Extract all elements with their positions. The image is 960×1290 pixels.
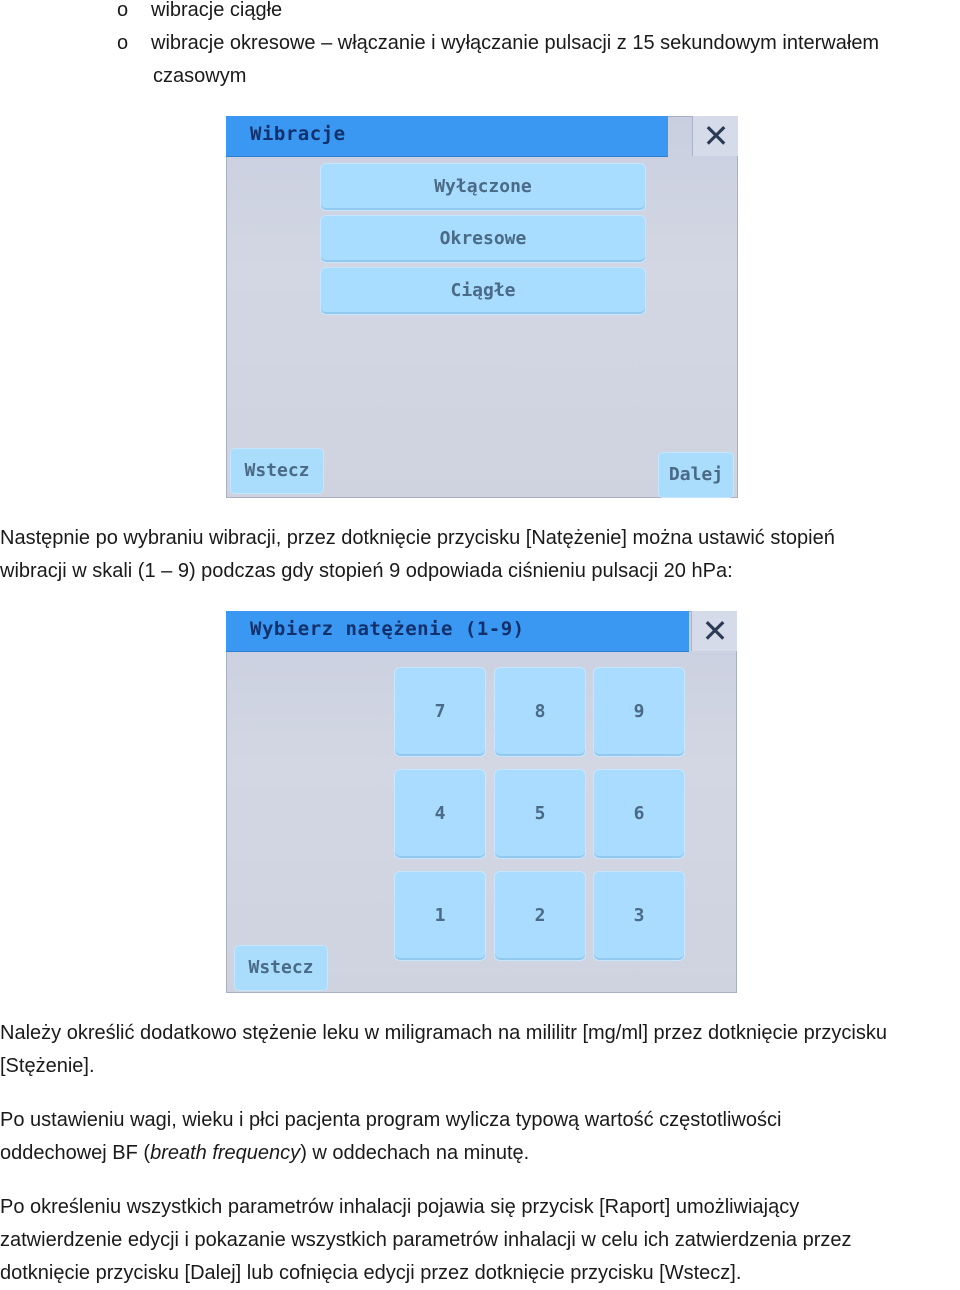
list-item-periodic-cont: czasowym [153, 65, 247, 87]
option-periodic-button[interactable]: Okresowe [320, 215, 646, 263]
paragraph-concentration [0, 1017, 960, 1083]
key-6[interactable]: 6 [593, 769, 685, 859]
back-button[interactable]: Wstecz [230, 448, 324, 494]
back-button[interactable]: Wstecz [234, 945, 328, 991]
option-continuous-button[interactable]: Ciągłe [320, 267, 646, 315]
paragraph-line: Należy określić dodatkowo stężenie leku w miligramach na mililitr [mg/ml] przez dotknięcie przycisku [0, 1022, 887, 1044]
key-5[interactable]: 5 [494, 769, 586, 859]
paragraph-line: [Stężenie]. [0, 1055, 95, 1077]
paragraph-breath-frequency [0, 1104, 960, 1170]
list-item-continuous: wibracje ciągłe [151, 0, 283, 21]
close-button[interactable] [692, 116, 738, 156]
list-bullet: o [117, 32, 129, 54]
paragraph-line: Po ustawieniu wagi, wieku i płci pacjenta program wylicza typową wartość częstotliwości [0, 1109, 782, 1131]
paragraph-line-start: oddechowej BF ( [0, 1142, 151, 1164]
title-bar [226, 611, 689, 652]
screen-title: Wibracje [250, 123, 346, 145]
paragraph-line: dotknięcie przycisku [Dalej] lub cofnięcia edycji przez dotknięcie przycisku [Wstecz]. [0, 1262, 742, 1284]
paragraph-line-end: ) w oddechach na minutę. [300, 1142, 530, 1164]
key-2[interactable]: 2 [494, 871, 586, 961]
paragraph-intensity [0, 522, 960, 588]
list-item-periodic: wibracje okresowe – włączanie i wyłączanie pulsacji z 15 sekundowym interwałem [151, 32, 880, 54]
paragraph-line: wibracji w skali (1 – 9) podczas gdy stopień 9 odpowiada ciśnieniu pulsacji 20 hPa: [0, 560, 733, 582]
paragraph-report [0, 1191, 960, 1290]
title-bar [226, 116, 668, 157]
paragraph-line: Następnie po wybraniu wibracji, przez dotknięcie przycisku [Natężenie] można ustawić stopień [0, 527, 835, 549]
close-icon: ✕ [702, 117, 730, 155]
list-bullet: o [117, 0, 129, 21]
next-button[interactable]: Dalej [658, 452, 734, 498]
option-off-button[interactable]: Wyłączone [320, 163, 646, 211]
key-4[interactable]: 4 [394, 769, 486, 859]
intensity-screen [226, 611, 737, 993]
close-button[interactable] [691, 611, 737, 651]
key-3[interactable]: 3 [593, 871, 685, 961]
key-1[interactable]: 1 [394, 871, 486, 961]
close-icon: ✕ [701, 612, 729, 650]
key-9[interactable]: 9 [593, 667, 685, 757]
paragraph-line: zatwierdzenie edycji i pokazanie wszystkich parametrów inhalacji w celu ich zatwierdzenia przez [0, 1229, 852, 1251]
paragraph-line: Po określeniu wszystkich parametrów inhalacji pojawia się przycisk [Raport] umożliwiający [0, 1196, 800, 1218]
key-7[interactable]: 7 [394, 667, 486, 757]
vibration-screen [226, 116, 738, 498]
key-8[interactable]: 8 [494, 667, 586, 757]
italic-term: breath frequency [150, 1142, 301, 1164]
screen-title: Wybierz natężenie (1-9) [250, 618, 525, 640]
